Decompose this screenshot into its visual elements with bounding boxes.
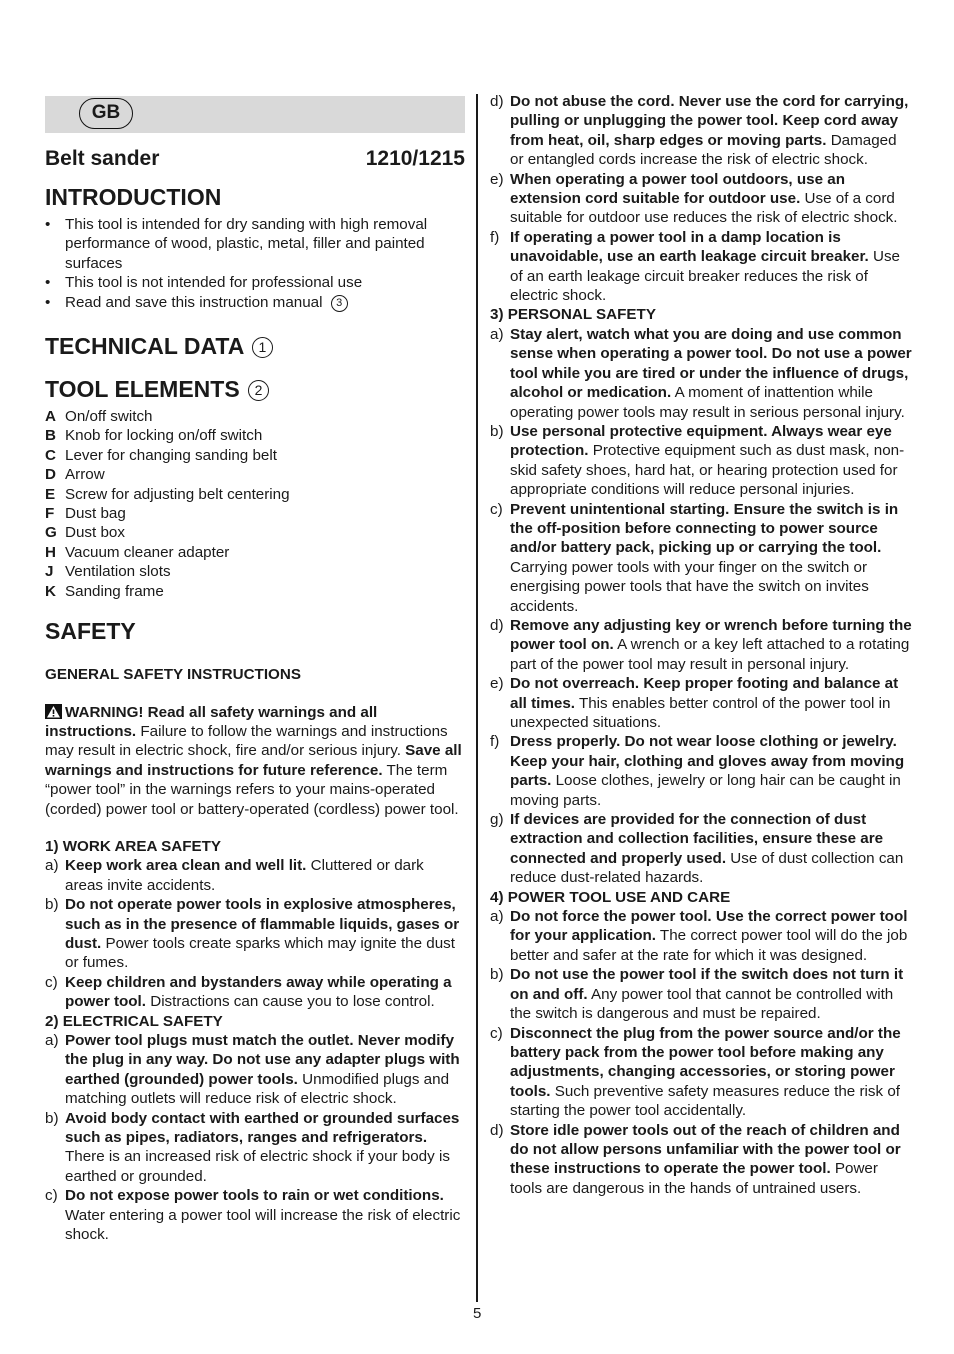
safety-section-heading: 1) WORK AREA SAFETY — [45, 837, 222, 855]
safety-item-bold: Stay alert, watch what you are doing and use common sense when operating a power tool. Do not use a power tool while you are tired or under the influence of drugs, alcohol or medication. — [510, 325, 912, 402]
safety-item-bold: Avoid body contact with earthed or grounded surfaces such as pipes, radiators, ranges and refrigerators. — [65, 1109, 460, 1147]
safety-item-letter: e) — [490, 675, 504, 693]
safety-item-bold: Do not force the power tool. Use the correct power tool for your application. — [510, 908, 908, 945]
safety-item-bold: Disconnect the plug from the power source and/or the battery pack from the power tool before making any adjustments, changing accessories, or storing power tools. — [510, 1024, 901, 1100]
intro-bullet-text: Read and save this instruction manual — [65, 293, 323, 311]
left-column — [45, 92, 465, 1244]
tool-element-label: Ventilation slots — [65, 563, 171, 581]
safety-item-letter: a) — [45, 857, 59, 875]
safety-item-bold: If operating a power tool in a damp location is unavoidable, use an earth leakage circuit breaker. — [510, 228, 869, 266]
warning-text-segment: WARNING! Read all safety warnings and all instructions. — [45, 703, 378, 740]
safety-heading: SAFETY — [45, 618, 136, 645]
safety-section-heading: 2) ELECTRICAL SAFETY — [45, 1012, 223, 1030]
language-badge: GB — [79, 98, 133, 129]
safety-item-text: A wrench or a key left attached to a rotating part of the power tool may result in personal injury. — [510, 636, 910, 673]
safety-item-text: Water entering a power tool will increase the risk of electric shock. — [65, 1206, 461, 1244]
safety-item-bold: Do not overreach. Keep proper footing and balance at all times. — [510, 675, 899, 712]
column-divider — [476, 94, 478, 1302]
safety-item-text: Loose clothes, jewelry or long hair can be caught in moving parts. — [510, 772, 901, 809]
language-bar — [45, 96, 465, 133]
safety-item-bold: Power tool plugs must match the outlet. Never modify the plug in any way. Do not use any adapter plugs with earthed (grounded) power tools. — [65, 1032, 460, 1088]
tool-element-row — [45, 446, 465, 465]
tool-element-key: J — [45, 563, 54, 581]
safety-item-body — [65, 895, 465, 973]
tool-element-label: Screw for adjusting belt centering — [65, 485, 290, 503]
safety-item — [490, 325, 912, 422]
safety-item — [490, 810, 912, 888]
safety-item-letter: b) — [490, 422, 504, 440]
safety-item-body — [510, 1024, 912, 1121]
safety-item-letter: f) — [490, 733, 500, 751]
safety-section-heading: 3) PERSONAL SAFETY — [490, 306, 656, 324]
safety-item-body — [510, 616, 912, 674]
safety-item-bold: Store idle power tools out of the reach of children and do not allow persons unfamiliar with the power tool or these instructions to operate the power tool. — [510, 1121, 901, 1178]
warning-text-segment: Failure to follow the warnings and instructions may result in electric shock, fire and/or serious injury. — [45, 722, 448, 760]
safety-item-body — [510, 1121, 912, 1199]
safety-item-bold: Keep work area clean and well lit. — [65, 857, 307, 875]
safety-item — [45, 1186, 465, 1244]
safety-item-text: The correct power tool will do the job better and safer at the rate for which it was designed. — [510, 927, 908, 964]
safety-item-text: Power tools create sparks which may ignite the dust or fumes. — [65, 934, 455, 972]
model-number: 1210/1215 — [365, 147, 465, 170]
safety-item — [490, 170, 912, 228]
tool-element-row — [45, 465, 465, 484]
safety-item-letter: d) — [490, 1121, 504, 1139]
tool-element-label: Knob for locking on/off switch — [65, 427, 263, 445]
tool-element-label: Dust box — [65, 524, 125, 542]
safety-item-letter: c) — [490, 1024, 503, 1042]
intro-bullet-text: This tool is intended for dry sanding with high removal performance of wood, plastic, metal, filler and painted surfaces — [65, 216, 428, 272]
tool-element-key: H — [45, 543, 56, 561]
safety-item-bold: When operating a power tool outdoors, use an extension cord suitable for outdoor use. — [510, 170, 845, 208]
safety-item-bold: Do not expose power tools to rain or wet conditions. — [65, 1187, 444, 1205]
safety-item-bold: Do not operate power tools in explosive atmospheres, such as in the presence of flammable liquids, gases or dust. — [65, 896, 460, 952]
warning-triangle-icon — [45, 704, 62, 719]
tool-element-key: A — [45, 408, 56, 426]
safety-item-text: Unmodified plugs and matching outlets will reduce risk of electric shock. — [65, 1070, 450, 1108]
safety-item-text: Use of a cord suitable for outdoor use reduces the risk of electric shock. — [510, 190, 898, 227]
safety-item — [490, 732, 912, 810]
warning-text-segment: Save all warnings and instructions for future reference. — [45, 742, 462, 779]
safety-item-text: Distractions can cause you to lose control. — [146, 993, 435, 1011]
intro-bullet — [45, 293, 465, 312]
warning-paragraph — [45, 703, 465, 819]
safety-item-bold: Keep children and bystanders away while operating a power tool. — [65, 973, 452, 1011]
safety-item-body — [510, 228, 912, 306]
safety-item-letter: a) — [45, 1032, 59, 1049]
safety-item-body — [510, 170, 912, 228]
safety-item-bold: Remove any adjusting key or wrench before turning the power tool on. — [510, 616, 912, 654]
tool-element-row — [45, 562, 465, 581]
safety-item-bold: Dress properly. Do not wear loose clothing or jewelry. Keep your hair, clothing and gloves away from moving parts. — [510, 733, 905, 790]
safety-section-heading: 4) POWER TOOL USE AND CARE — [490, 888, 731, 906]
safety-item-text: Damaged or entangled cords increase the risk of electric shock. — [510, 131, 897, 169]
figure-ref-icon: 3 — [331, 295, 348, 312]
safety-item — [490, 500, 912, 616]
left-safety-sections — [45, 837, 465, 1245]
safety-item — [45, 973, 465, 1012]
tool-element-key: D — [45, 466, 56, 484]
tool-element-label: Dust bag — [65, 505, 126, 523]
safety-item-body — [65, 1109, 465, 1187]
safety-item-bold: Do not use the power tool if the switch does not turn it on and off. — [510, 966, 904, 1003]
safety-item — [45, 1031, 465, 1109]
safety-item-bold: Prevent unintentional starting. Ensure the switch is in the off-position before connecting to power source and/or battery pack, picking up or carrying the tool. — [510, 500, 899, 557]
safety-item-letter: d) — [490, 93, 504, 110]
safety-item-letter: b) — [45, 896, 59, 914]
safety-item-body — [65, 973, 465, 1012]
tool-element-label: On/off switch — [65, 408, 153, 426]
safety-item-letter: a) — [490, 908, 504, 926]
safety-item — [490, 674, 912, 732]
safety-item — [490, 1024, 912, 1121]
page-number: 5 — [473, 1305, 482, 1322]
tool-element-row — [45, 485, 465, 504]
safety-item — [490, 965, 912, 1023]
safety-item — [490, 907, 912, 965]
tool-element-row — [45, 543, 465, 562]
tool-element-row — [45, 582, 465, 601]
safety-item — [490, 92, 912, 170]
safety-item-body — [510, 500, 912, 616]
safety-item-letter: a) — [490, 325, 504, 343]
tool-element-row — [45, 426, 465, 445]
safety-item-body — [65, 856, 465, 895]
intro-bullet — [45, 215, 465, 273]
safety-item — [45, 895, 465, 973]
safety-item — [490, 1121, 912, 1199]
safety-item-letter: e) — [490, 170, 504, 188]
safety-item-bold: If devices are provided for the connection of dust extraction and collection facilities, ensure these are connected and properly used. — [510, 811, 884, 867]
safety-item-body — [510, 92, 912, 170]
safety-item-letter: c) — [490, 500, 503, 518]
safety-item-letter: b) — [45, 1109, 59, 1127]
safety-item-letter: g) — [490, 811, 504, 829]
safety-item-body — [510, 965, 912, 1023]
tool-elements-heading-text: TOOL ELEMENTS — [45, 376, 240, 403]
tool-elements-heading — [45, 375, 465, 403]
safety-item-body — [510, 907, 912, 965]
safety-item-text: Use of dust collection can reduce dust-related hazards. — [510, 849, 904, 887]
safety-item-text: A moment of inattention while operating power tools may result in serious personal injury. — [510, 384, 905, 421]
technical-data-heading-text: TECHNICAL DATA — [45, 333, 244, 360]
tool-element-row — [45, 504, 465, 523]
safety-item-text: Protective equipment such as dust mask, non-skid safety shoes, hard hat, or hearing protection used for appropriate conditions will reduce personal injuries. — [510, 442, 905, 499]
safety-item-text: Such preventive safety measures reduce the risk of starting the power tool accidentally. — [510, 1082, 900, 1120]
general-safety-heading: GENERAL SAFETY INSTRUCTIONS — [45, 666, 301, 684]
safety-item-letter: c) — [45, 1187, 58, 1205]
intro-bullet — [45, 273, 465, 292]
safety-item-text: There is an increased risk of electric shock if your body is earthed or grounded. — [65, 1148, 450, 1185]
safety-item-text: Carrying power tools with your finger on the switch or energising power tools that have the switch on invites accidents. — [510, 558, 869, 615]
safety-item-body — [65, 1031, 465, 1109]
intro-bullet-text: This tool is not intended for professional use — [65, 274, 363, 292]
tool-element-label: Sanding frame — [65, 582, 164, 600]
figure-ref-icon: 2 — [248, 380, 269, 401]
tool-element-key: F — [45, 505, 55, 523]
safety-item-letter: c) — [45, 973, 58, 991]
safety-item — [45, 1109, 465, 1187]
tool-elements-list — [45, 407, 465, 601]
introduction-heading: INTRODUCTION — [45, 184, 222, 210]
tool-element-key: G — [45, 524, 57, 542]
right-column — [490, 92, 912, 1198]
tool-element-label: Arrow — [65, 466, 105, 484]
safety-item — [490, 422, 912, 500]
safety-item-body — [510, 732, 912, 810]
technical-data-heading — [45, 332, 465, 360]
tool-element-key: B — [45, 427, 56, 445]
safety-item-text: This enables better control of the power tool in unexpected situations. — [510, 694, 891, 731]
tool-element-row — [45, 523, 465, 542]
tool-element-row — [45, 407, 465, 426]
warning-text-segment: The term “power tool” in the warnings refers to your mains-operated (corded) power tool or battery-operated (cordless) power tool. — [45, 761, 459, 818]
safety-item-text: Any power tool that cannot be controlled with the switch is dangerous and must be repaired. — [510, 985, 894, 1023]
tool-element-key: K — [45, 582, 56, 600]
safety-item-body — [65, 1186, 465, 1244]
safety-item — [490, 228, 912, 306]
tool-element-key: E — [45, 485, 56, 503]
safety-item — [490, 616, 912, 674]
safety-item-text: Use of an earth leakage circuit breaker reduces the risk of electric shock. — [510, 248, 900, 305]
title-row — [45, 146, 465, 172]
tool-element-label: Vacuum cleaner adapter — [65, 543, 230, 561]
safety-item-body — [510, 325, 912, 422]
safety-item-body — [510, 674, 912, 732]
safety-item-letter: b) — [490, 966, 504, 984]
safety-item-bold: Do not abuse the cord. Never use the cord for carrying, pulling or unplugging the power tool. Keep cord away from heat, oil, sharp edges or moving parts. — [510, 93, 909, 149]
introduction-list — [45, 215, 465, 312]
safety-item-body — [510, 422, 912, 500]
safety-item-letter: f) — [490, 228, 500, 246]
safety-item — [45, 856, 465, 895]
tool-element-label: Lever for changing sanding belt — [65, 446, 277, 464]
tool-element-key: C — [45, 446, 56, 464]
safety-item-text: Power tools are dangerous in the hands of untrained users. — [510, 1160, 878, 1197]
safety-item-body — [510, 810, 912, 888]
product-title: Belt sander — [45, 147, 160, 170]
safety-item-bold: Use personal protective equipment. Always wear eye protection. — [510, 422, 892, 460]
figure-ref-icon: 1 — [252, 337, 273, 358]
safety-item-letter: d) — [490, 616, 504, 634]
safety-item-text: Cluttered or dark areas invite accidents. — [65, 857, 424, 894]
